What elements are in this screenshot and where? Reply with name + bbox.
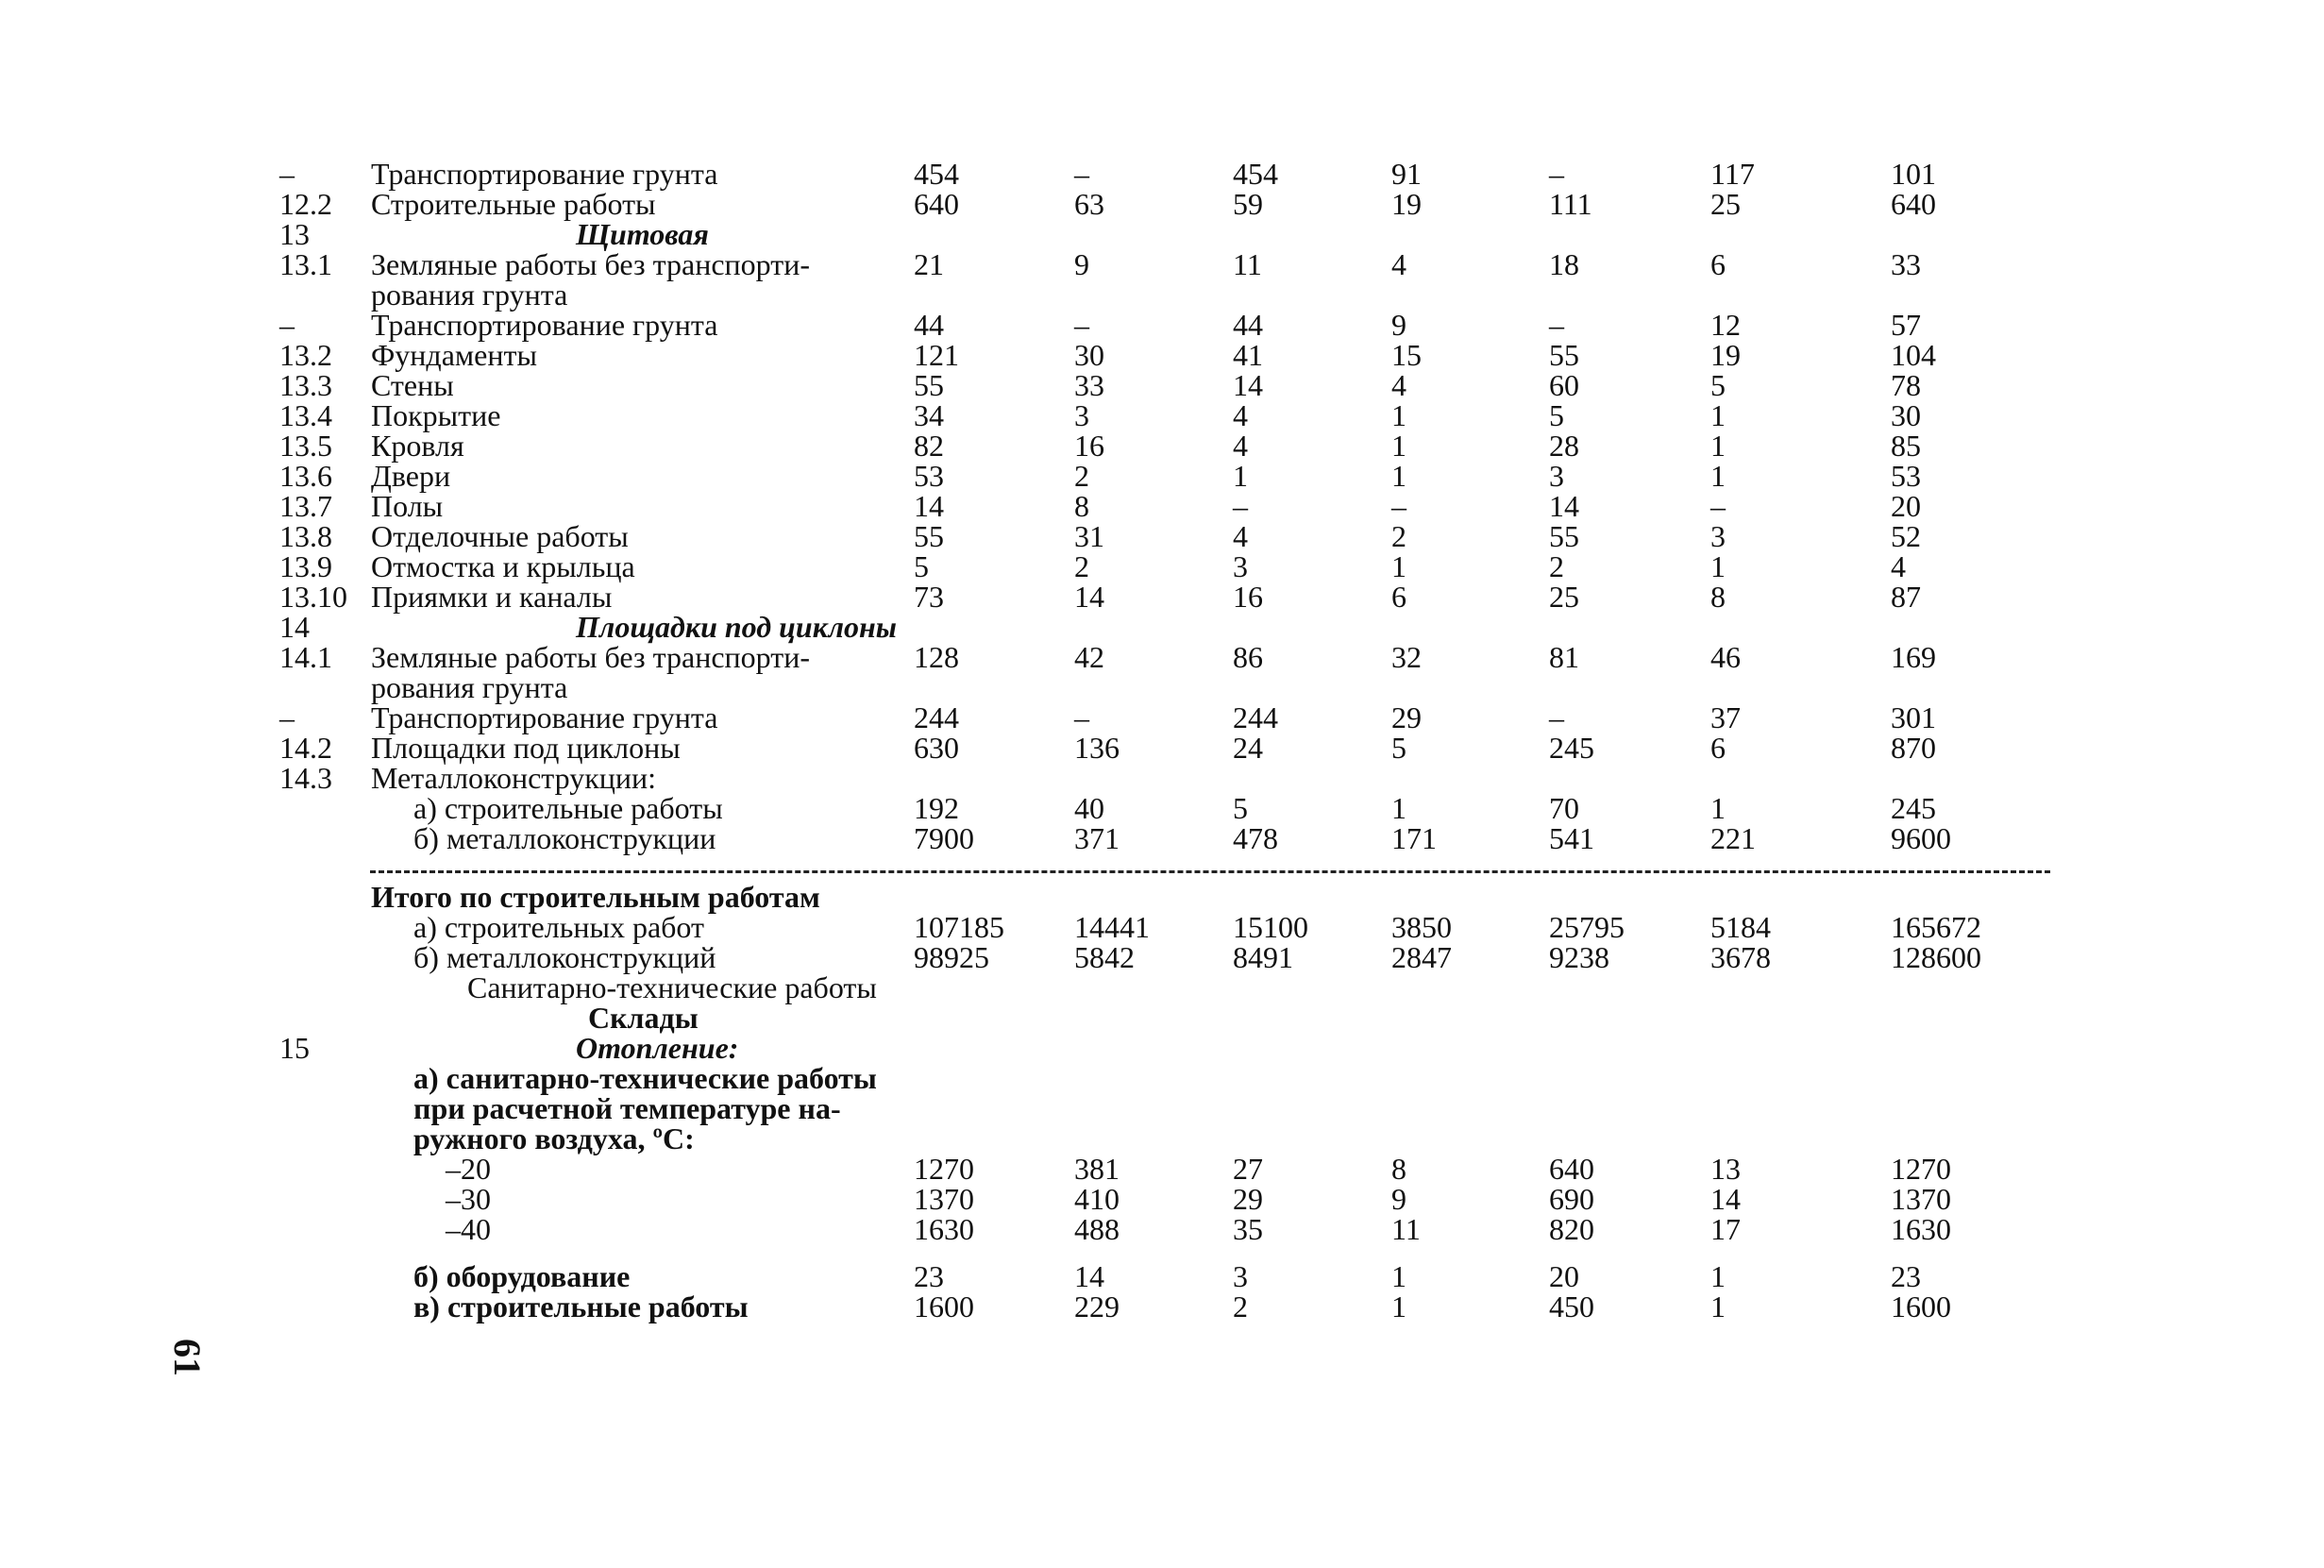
value-cell: 2	[1074, 459, 1089, 493]
table-row	[0, 940, 2324, 974]
value-cell: 5	[1391, 731, 1406, 765]
value-cell: 640	[1891, 187, 1936, 221]
temperature-value: –40	[446, 1212, 491, 1246]
sub-item-name: при расчетной температуре на-	[413, 1091, 841, 1125]
item-number: 13.7	[279, 489, 332, 523]
table-row	[0, 700, 2324, 734]
table-row	[0, 157, 2324, 191]
item-number: 15	[279, 1031, 310, 1065]
group-heading: Отопление:	[576, 1031, 739, 1065]
value-cell: 32	[1391, 640, 1422, 674]
value-cell: 55	[1549, 338, 1579, 372]
value-cell: 25	[1710, 187, 1741, 221]
value-cell: 3	[1233, 549, 1248, 583]
value-cell: 63	[1074, 187, 1104, 221]
item-name: Металлоконструкции:	[371, 761, 657, 795]
value-cell: 70	[1549, 791, 1579, 825]
value-cell: 34	[914, 398, 944, 432]
item-number: 12.2	[279, 187, 332, 221]
value-cell: 7900	[914, 821, 974, 855]
value-cell: 870	[1891, 731, 1936, 765]
table-row	[0, 1061, 2324, 1095]
value-cell: 14	[1710, 1182, 1741, 1216]
value-cell: 11	[1391, 1212, 1421, 1246]
subsection-heading: Склады	[588, 1001, 699, 1035]
item-name-continuation: рования грунта	[371, 278, 568, 312]
value-cell: 33	[1074, 368, 1104, 402]
value-cell: 8	[1074, 489, 1089, 523]
table-row	[0, 459, 2324, 493]
item-number: 13.3	[279, 368, 332, 402]
item-name: Отмостка и крыльца	[371, 549, 635, 583]
table-row	[0, 549, 2324, 583]
item-number: 13.4	[279, 398, 332, 432]
section-heading: Санитарно-технические работы	[467, 970, 877, 1004]
value-cell: 19	[1710, 338, 1741, 372]
value-cell: 245	[1549, 731, 1594, 765]
table-row	[0, 640, 2324, 674]
item-name: Двери	[371, 459, 451, 493]
sub-item-name: а) санитарно-технические работы	[413, 1061, 877, 1095]
value-cell: 1	[1710, 1290, 1726, 1324]
value-cell: 33	[1891, 247, 1921, 281]
item-name: Полы	[371, 489, 444, 523]
item-name: Транспортирование грунта	[371, 700, 718, 734]
value-cell: 454	[914, 157, 959, 191]
value-cell: 1	[1391, 429, 1406, 463]
value-cell: 29	[1233, 1182, 1263, 1216]
table-row	[0, 1152, 2324, 1186]
value-cell: 5	[1233, 791, 1248, 825]
value-cell: 104	[1891, 338, 1936, 372]
value-cell: 53	[914, 459, 944, 493]
sub-item-name: б) металлоконструкций	[413, 940, 716, 974]
value-cell: –	[1710, 489, 1726, 523]
table-row	[0, 1121, 2324, 1155]
value-cell: 3	[1074, 398, 1089, 432]
value-cell: 73	[914, 580, 944, 614]
value-cell: 57	[1891, 308, 1921, 342]
value-cell: 15	[1391, 338, 1422, 372]
value-cell: 25795	[1549, 910, 1625, 944]
value-cell: 6	[1391, 580, 1406, 614]
value-cell: 18	[1549, 247, 1579, 281]
value-cell: 245	[1891, 791, 1936, 825]
temperature-value: –30	[446, 1182, 491, 1216]
value-cell: 541	[1549, 821, 1594, 855]
value-cell: 91	[1391, 157, 1422, 191]
table-row	[0, 187, 2324, 221]
value-cell: 111	[1549, 187, 1592, 221]
page-number: 61	[166, 1339, 209, 1376]
value-cell: 44	[914, 308, 944, 342]
value-cell: 136	[1074, 731, 1120, 765]
sub-item-name: б) оборудование	[413, 1259, 631, 1293]
item-name: Транспортирование грунта	[371, 157, 718, 191]
value-cell: 3	[1710, 519, 1726, 553]
table-row	[0, 791, 2324, 825]
value-cell: 1600	[914, 1290, 974, 1324]
item-number: –	[279, 308, 295, 342]
item-number: 14	[279, 610, 310, 644]
value-cell: 4	[1233, 519, 1248, 553]
value-cell: 60	[1549, 368, 1579, 402]
value-cell: 59	[1233, 187, 1263, 221]
item-name: Стены	[371, 368, 454, 402]
value-cell: 41	[1233, 338, 1263, 372]
value-cell: 81	[1549, 640, 1579, 674]
item-number: 13	[279, 217, 310, 251]
value-cell: 2847	[1391, 940, 1452, 974]
item-number: 13.9	[279, 549, 332, 583]
table-row	[0, 519, 2324, 553]
value-cell: 3678	[1710, 940, 1771, 974]
table-row	[0, 970, 2324, 1004]
value-cell: –	[1549, 700, 1564, 734]
value-cell: 14	[914, 489, 944, 523]
value-cell: 630	[914, 731, 959, 765]
item-number: 13.2	[279, 338, 332, 372]
value-cell: 128600	[1891, 940, 1981, 974]
value-cell: 1270	[914, 1152, 974, 1186]
value-cell: 53	[1891, 459, 1921, 493]
value-cell: 46	[1710, 640, 1741, 674]
value-cell: 2	[1549, 549, 1564, 583]
value-cell: 221	[1710, 821, 1756, 855]
sub-item-name: в) строительные работы	[413, 1290, 749, 1324]
table-row	[0, 368, 2324, 402]
value-cell: 4	[1233, 429, 1248, 463]
value-cell: 15100	[1233, 910, 1308, 944]
item-number: –	[279, 700, 295, 734]
value-cell: 28	[1549, 429, 1579, 463]
value-cell: 9	[1391, 1182, 1406, 1216]
value-cell: 16	[1074, 429, 1104, 463]
value-cell: 3	[1549, 459, 1564, 493]
table-row	[0, 398, 2324, 432]
value-cell: 301	[1891, 700, 1936, 734]
value-cell: 169	[1891, 640, 1936, 674]
value-cell: 5184	[1710, 910, 1771, 944]
table-row	[0, 1091, 2324, 1125]
value-cell: 55	[914, 519, 944, 553]
value-cell: 1	[1710, 1259, 1726, 1293]
value-cell: 117	[1710, 157, 1755, 191]
value-cell: 86	[1233, 640, 1263, 674]
value-cell: 14	[1233, 368, 1263, 402]
value-cell: 450	[1549, 1290, 1594, 1324]
item-number: 13.6	[279, 459, 332, 493]
item-name: Земляные работы без транспорти-	[371, 640, 811, 674]
item-number: 14.1	[279, 640, 332, 674]
item-name: Транспортирование грунта	[371, 308, 718, 342]
value-cell: –	[1549, 308, 1564, 342]
value-cell: 171	[1391, 821, 1437, 855]
value-cell: 1630	[1891, 1212, 1951, 1246]
value-cell: 1630	[914, 1212, 974, 1246]
table-row	[0, 670, 2324, 704]
value-cell: 4	[1391, 368, 1406, 402]
value-cell: 165672	[1891, 910, 1981, 944]
value-cell: 30	[1074, 338, 1104, 372]
value-cell: –	[1074, 308, 1089, 342]
value-cell: 1	[1391, 791, 1406, 825]
item-number: 13.10	[279, 580, 347, 614]
value-cell: 20	[1549, 1259, 1579, 1293]
value-cell: 31	[1074, 519, 1104, 553]
value-cell: 488	[1074, 1212, 1120, 1246]
value-cell: 244	[914, 700, 959, 734]
value-cell: 128	[914, 640, 959, 674]
value-cell: 52	[1891, 519, 1921, 553]
value-cell: 6	[1710, 731, 1726, 765]
value-cell: 87	[1891, 580, 1921, 614]
table-row	[0, 1290, 2324, 1324]
value-cell: 12	[1710, 308, 1741, 342]
value-cell: 8491	[1233, 940, 1293, 974]
value-cell: 14441	[1074, 910, 1150, 944]
sub-item-name: ружного воздуха, ºC:	[413, 1121, 695, 1155]
value-cell: 192	[914, 791, 959, 825]
value-cell: 14	[1074, 1259, 1104, 1293]
value-cell: 3	[1233, 1259, 1248, 1293]
table-row	[0, 429, 2324, 463]
value-cell: 98925	[914, 940, 989, 974]
item-name: Земляные работы без транспорти-	[371, 247, 811, 281]
table-row	[0, 217, 2324, 251]
value-cell: 6	[1710, 247, 1726, 281]
sub-item-name: а) строительных работ	[413, 910, 704, 944]
total-title: Итого по строительным работам	[371, 880, 820, 914]
value-cell: 29	[1391, 700, 1422, 734]
table-row	[0, 278, 2324, 312]
value-cell: 37	[1710, 700, 1741, 734]
value-cell: 1370	[1891, 1182, 1951, 1216]
value-cell: 1	[1391, 1259, 1406, 1293]
table-row	[0, 1031, 2324, 1065]
value-cell: 55	[1549, 519, 1579, 553]
value-cell: 1	[1233, 459, 1248, 493]
value-cell: 78	[1891, 368, 1921, 402]
item-number: 13.1	[279, 247, 332, 281]
item-number: 14.3	[279, 761, 332, 795]
value-cell: 20	[1891, 489, 1921, 523]
value-cell: 1	[1391, 1290, 1406, 1324]
value-cell: 4	[1891, 549, 1906, 583]
value-cell: 1	[1391, 549, 1406, 583]
value-cell: 16	[1233, 580, 1263, 614]
value-cell: 107185	[914, 910, 1004, 944]
value-cell: 2	[1391, 519, 1406, 553]
item-name: Приямки и каналы	[371, 580, 613, 614]
value-cell: 55	[914, 368, 944, 402]
value-cell: 14	[1074, 580, 1104, 614]
value-cell: 640	[914, 187, 959, 221]
value-cell: 371	[1074, 821, 1120, 855]
item-number: 13.8	[279, 519, 332, 553]
value-cell: 5842	[1074, 940, 1135, 974]
table-row	[0, 761, 2324, 795]
value-cell: 23	[914, 1259, 944, 1293]
item-name: Отделочные работы	[371, 519, 629, 553]
value-cell: 14	[1549, 489, 1579, 523]
value-cell: 11	[1233, 247, 1262, 281]
table-row	[0, 489, 2324, 523]
value-cell: 1	[1710, 459, 1726, 493]
value-cell: 9	[1074, 247, 1089, 281]
table-row	[0, 580, 2324, 614]
value-cell: 25	[1549, 580, 1579, 614]
value-cell: 35	[1233, 1212, 1263, 1246]
value-cell: 1370	[914, 1182, 974, 1216]
item-name: Площадки под циклоны	[371, 731, 681, 765]
value-cell: 2	[1233, 1290, 1248, 1324]
table-row	[0, 338, 2324, 372]
table-row	[0, 1001, 2324, 1035]
table-row	[0, 610, 2324, 644]
value-cell: 2	[1074, 549, 1089, 583]
item-number: –	[279, 157, 295, 191]
value-cell: 5	[914, 549, 929, 583]
value-cell: 4	[1233, 398, 1248, 432]
table-row	[0, 1182, 2324, 1216]
value-cell: 21	[914, 247, 944, 281]
value-cell: 121	[914, 338, 959, 372]
value-cell: 1	[1710, 429, 1726, 463]
value-cell: 82	[914, 429, 944, 463]
value-cell: 244	[1233, 700, 1278, 734]
table-row	[0, 821, 2324, 855]
table-row	[0, 880, 2324, 914]
sub-item-name: б) металлоконструкции	[413, 821, 716, 855]
value-cell: 17	[1710, 1212, 1741, 1246]
value-cell: 690	[1549, 1182, 1594, 1216]
value-cell: 381	[1074, 1152, 1120, 1186]
value-cell: 8	[1391, 1152, 1406, 1186]
value-cell: 27	[1233, 1152, 1263, 1186]
table-row	[0, 1259, 2324, 1293]
value-cell: –	[1233, 489, 1248, 523]
value-cell: –	[1549, 157, 1564, 191]
value-cell: 23	[1891, 1259, 1921, 1293]
value-cell: 19	[1391, 187, 1422, 221]
value-cell: –	[1391, 489, 1406, 523]
temperature-value: –20	[446, 1152, 491, 1186]
value-cell: 24	[1233, 731, 1263, 765]
value-cell: 4	[1391, 247, 1406, 281]
item-name-continuation: рования грунта	[371, 670, 568, 704]
table-row	[0, 731, 2324, 765]
table-divider	[370, 870, 2050, 873]
value-cell: 1	[1710, 398, 1726, 432]
table-row	[0, 910, 2324, 944]
sub-item-name: а) строительные работы	[413, 791, 723, 825]
value-cell: 1	[1391, 398, 1406, 432]
value-cell: 9	[1391, 308, 1406, 342]
value-cell: 44	[1233, 308, 1263, 342]
value-cell: 8	[1710, 580, 1726, 614]
value-cell: 229	[1074, 1290, 1120, 1324]
item-name: Строительные работы	[371, 187, 656, 221]
value-cell: –	[1074, 157, 1089, 191]
value-cell: 3850	[1391, 910, 1452, 944]
value-cell: 85	[1891, 429, 1921, 463]
value-cell: 5	[1710, 368, 1726, 402]
table-row	[0, 247, 2324, 281]
item-number: 14.2	[279, 731, 332, 765]
table-row	[0, 308, 2324, 342]
value-cell: 40	[1074, 791, 1104, 825]
value-cell: 9238	[1549, 940, 1609, 974]
section-title: Щитовая	[576, 217, 709, 251]
value-cell: 454	[1233, 157, 1278, 191]
value-cell: –	[1074, 700, 1089, 734]
item-name: Покрытие	[371, 398, 501, 432]
value-cell: 42	[1074, 640, 1104, 674]
section-title: Площадки под циклоны	[576, 610, 897, 644]
value-cell: 1	[1710, 791, 1726, 825]
value-cell: 820	[1549, 1212, 1594, 1246]
item-name: Фундаменты	[371, 338, 537, 372]
value-cell: 9600	[1891, 821, 1951, 855]
item-name: Кровля	[371, 429, 464, 463]
value-cell: 1	[1391, 459, 1406, 493]
value-cell: 478	[1233, 821, 1278, 855]
table-row	[0, 1212, 2324, 1246]
value-cell: 30	[1891, 398, 1921, 432]
value-cell: 1	[1710, 549, 1726, 583]
value-cell: 13	[1710, 1152, 1741, 1186]
value-cell: 101	[1891, 157, 1936, 191]
value-cell: 5	[1549, 398, 1564, 432]
value-cell: 1600	[1891, 1290, 1951, 1324]
item-number: 13.5	[279, 429, 332, 463]
value-cell: 1270	[1891, 1152, 1951, 1186]
value-cell: 410	[1074, 1182, 1120, 1216]
value-cell: 640	[1549, 1152, 1594, 1186]
